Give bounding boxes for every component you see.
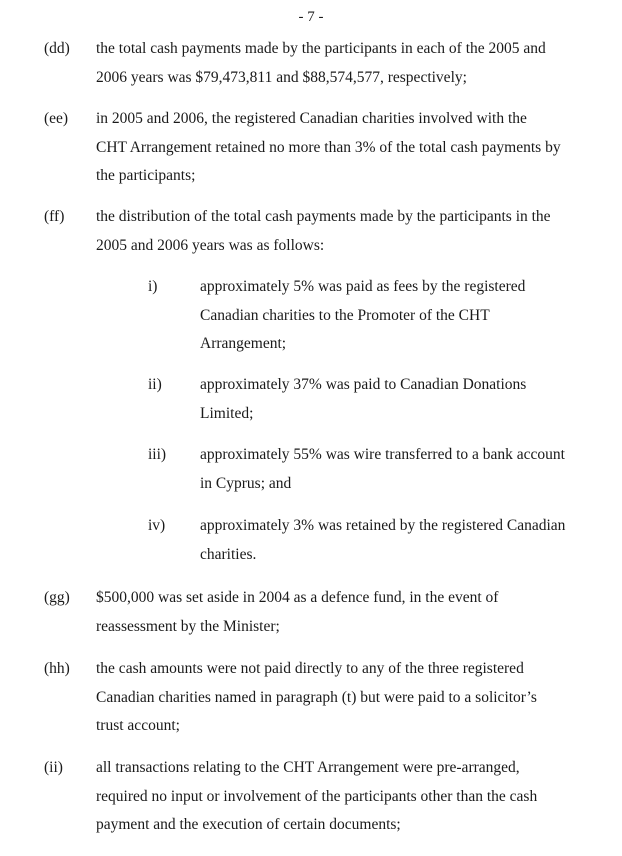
paragraph-text xyxy=(96,35,618,92)
text-line: 2006 years was $79,473,811 and $88,574,577, respectively; xyxy=(96,68,467,86)
subitem-text xyxy=(200,512,620,569)
paragraph-label: (hh) xyxy=(44,660,70,677)
text-line: 2005 and 2006 years was as follows: xyxy=(96,236,325,254)
subitem-label: iii) xyxy=(148,446,167,463)
text-line: Arrangement; xyxy=(200,335,287,352)
text-line: the total cash payments made by the participants in each of the 2005 and xyxy=(96,40,546,57)
page-number: - 7 - xyxy=(298,9,324,25)
paragraph-text xyxy=(96,655,618,741)
text-line: the cash amounts were not paid directly to any of the three registered xyxy=(96,660,524,677)
paragraph-label: (ee) xyxy=(44,110,69,127)
subitem-text xyxy=(200,273,620,359)
text-line: in 2005 and 2006, the registered Canadian charities involved with the xyxy=(96,110,527,127)
text-line: approximately 3% was retained by the registered Canadian xyxy=(200,517,566,534)
paragraph-text xyxy=(96,105,618,191)
paragraph-text xyxy=(96,584,618,641)
text-line: approximately 5% was paid as fees by the registered xyxy=(200,278,526,295)
subitem-text xyxy=(200,371,620,428)
text-line: charities. xyxy=(200,545,257,563)
paragraph-text xyxy=(96,754,618,840)
text-line: reassessment by the Minister; xyxy=(96,617,280,635)
paragraph-label: (dd) xyxy=(44,40,70,57)
text-line: the distribution of the total cash payments made by the participants in the xyxy=(96,208,551,225)
text-line: approximately 37% was paid to Canadian Donations xyxy=(200,376,527,393)
subitem-label: iv) xyxy=(148,517,166,534)
subitem-text xyxy=(200,441,620,498)
paragraph-label: (ff) xyxy=(44,208,65,225)
text-line: in Cyprus; and xyxy=(200,474,292,492)
text-line: all transactions relating to the CHT Arrangement were pre-arranged, xyxy=(96,759,520,776)
subitem-label: i) xyxy=(148,278,158,295)
paragraph-label: (gg) xyxy=(44,589,70,606)
text-line: Canadian charities named in paragraph (t) but were paid to a solicitor’s xyxy=(96,688,537,706)
text-line: CHT Arrangement retained no more than 3% of the total cash payments by xyxy=(96,138,561,156)
text-line: Limited; xyxy=(200,404,254,422)
text-line: required no input or involvement of the participants other than the cash xyxy=(96,787,538,805)
paragraph-label: (ii) xyxy=(44,759,63,776)
text-line: trust account; xyxy=(96,717,180,734)
text-line: the participants; xyxy=(96,167,196,184)
paragraph-text xyxy=(96,203,618,260)
text-line: $500,000 was set aside in 2004 as a defence fund, in the event of xyxy=(96,589,499,606)
text-line: payment and the execution of certain documents; xyxy=(96,816,401,833)
subitem-label: ii) xyxy=(148,376,162,393)
text-line: approximately 55% was wire transferred to a bank account xyxy=(200,446,565,463)
text-line: Canadian charities to the Promoter of the CHT xyxy=(200,306,490,324)
